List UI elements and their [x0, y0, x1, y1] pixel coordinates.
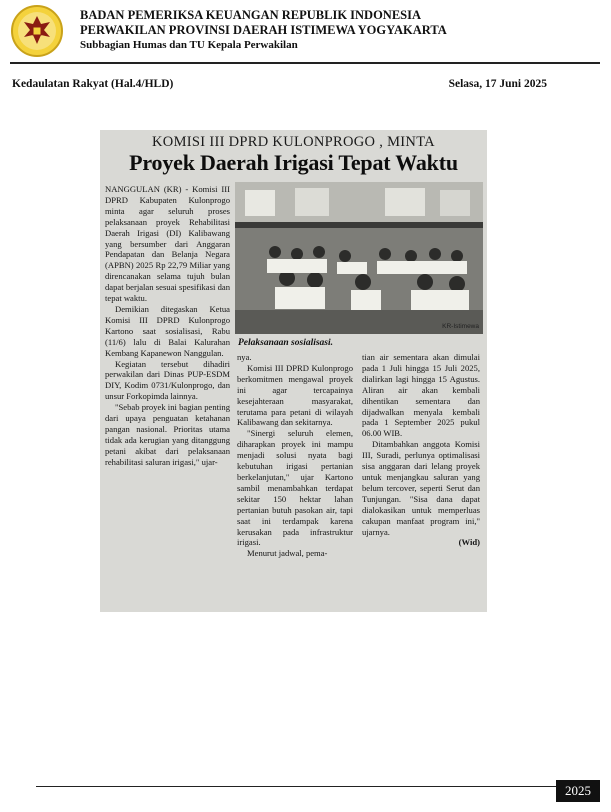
- clipping-kicker: KOMISI III DPRD KULONPROGO , MINTA: [152, 134, 435, 150]
- paragraph: Kegiatan tersebut dihadiri perwakilan dari Dinas PUP-ESDM DIY, Kodim 0731/Kulonprogo, dan unsur Forkopimda lainnya.: [105, 358, 230, 402]
- division-name: Subbagian Humas dan TU Kepala Perwakilan: [80, 39, 298, 51]
- paragraph: "Sebab proyek ini bagian penting dari upaya penguatan ketahanan pangan nasional. Prioritas utama tidak ada kerugian yang ditanggung petani akibat dari pelaksanaan rehabilitasi saluran irigasi," ujar-: [105, 402, 230, 467]
- paragraph: Menurut jadwal, pema-: [247, 548, 328, 559]
- photo-credit: KR-Istimewa: [442, 323, 479, 330]
- paragraph: Demikian ditegaskan Ketua Komisi III DPRD Kulonprogo Kartono saat sosialisasi, Rabu (11/6) lalu di Balai Kalurahan Kembang Kapanewon Nanggulan.: [105, 303, 230, 358]
- year-badge: 2025: [556, 780, 600, 802]
- source-label: Kedaulatan Rakyat (Hal.4/HLD): [12, 78, 174, 90]
- news-clipping: [100, 130, 487, 612]
- article-column-3: [362, 352, 480, 548]
- paragraph: nya.: [237, 352, 252, 362]
- footer-divider: [36, 786, 556, 787]
- bpk-garuda-logo: [10, 4, 64, 58]
- meeting-photo: [235, 182, 483, 334]
- paragraph: Ditambahkan anggota Komisi III, Suradi, perlunya optimalisasi sisa anggaran dari lelang proyek untuk menjangkau saluran yang belum tercover, seperti Serut dan Tunjungan. "Sisa dana dapat dialokasikan untuk memperluas cakupan manfaat program ini," ujarnya.: [362, 439, 480, 537]
- clipping-headline: Proyek Daerah Irigasi Tepat Waktu: [129, 150, 458, 175]
- letterhead: [80, 8, 447, 53]
- paragraph: Komisi III DPRD Kulonprogo berkomitmen mengawal proyek ini agar tercapainya kesejahteraan masyarakat, terutama para petani di wilayah Kalibawang dan sekitarnya.: [237, 362, 353, 428]
- date-label: Selasa, 17 Juni 2025: [448, 78, 547, 90]
- photo-caption: Pelaksanaan sosialisasi.: [238, 338, 334, 348]
- author-signoff: (Wid): [458, 537, 480, 548]
- paragraph: "Sinergi seluruh elemen, diharapkan proyek ini mampu menjadi solusi nyata bagi kebutuhan irigasi pertanian berkelanjutan," ujar Kartono sambil menambahkan terdapat sekitar 150 hektar lahan pertanian butuh pasokan air, tapi saat ini terdampak karena kerusakan pada infrastruktur irigasi.: [237, 428, 353, 548]
- institution-name: BADAN PEMERIKSA KEUANGAN REPUBLIK INDONESIA: [80, 8, 422, 22]
- office-name: PERWAKILAN PROVINSI DAERAH ISTIMEWA YOGYAKARTA: [80, 23, 447, 37]
- paragraph: tian air sementara akan dimulai pada 1 Juli hingga 15 Juli 2025, dialirkan lagi hingga 15 Agustus. Aliran air akan kembali dihentikan sementara dan dijadwalkan menyala kembali pada 1 September 2025 pukul 06.00 WIB.: [362, 352, 480, 439]
- article-column-2: [237, 352, 353, 559]
- paragraph: NANGGULAN (KR) - Komisi III DPRD Kabupaten Kulonprogo minta agar seluruh proses pelaksanaan proyek Rehabilitasi Daerah Irigasi (DI) Kalibawang yang bersumber dari Anggaran Pendapatan dan Belanja Negara (APBN) 2025 Rp 22,79 Miliar yang direncanakan selama tujuh bulan dapat berjalan sesuai spesifikasi dan tepat waktu.: [105, 184, 230, 304]
- article-column-1: [105, 184, 230, 468]
- header-divider: [10, 62, 600, 64]
